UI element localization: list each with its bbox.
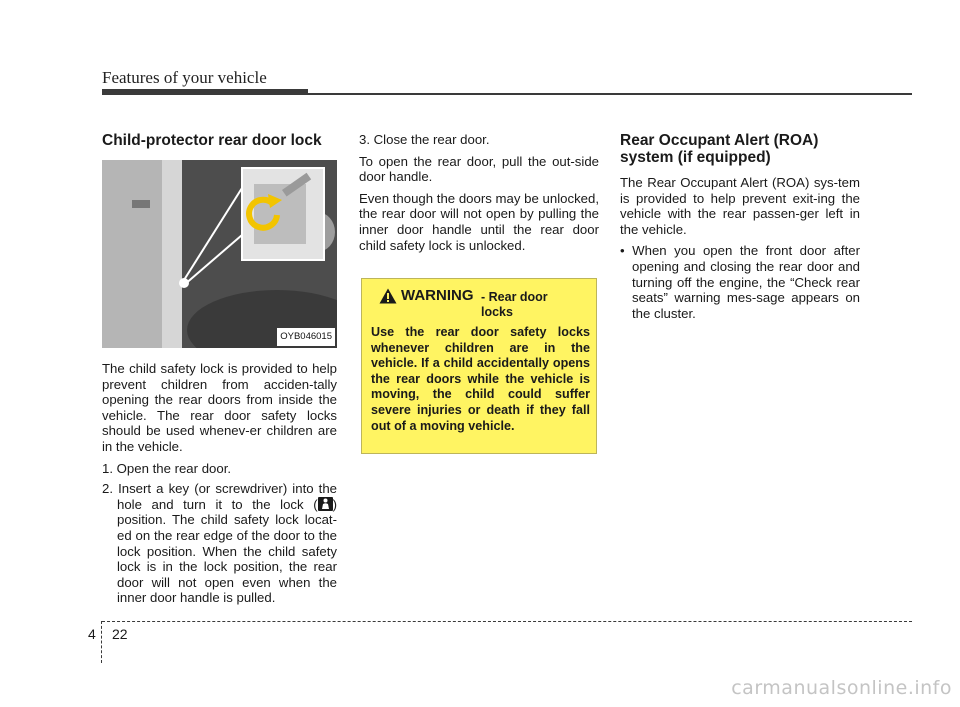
footer-dashed-divider	[101, 621, 102, 663]
step-3: 3. Close the rear door.	[359, 132, 490, 147]
column-left	[102, 132, 337, 611]
warning-subtitle: - Rear door locks	[481, 290, 548, 319]
column-middle	[359, 132, 599, 259]
warning-label: WARNING	[401, 287, 474, 304]
open-door-paragraph: To open the rear door, pull the out-side door handle.	[359, 153, 599, 185]
header-rule-thin	[308, 93, 912, 95]
child-lock-intro: The child safety lock is provided to help prevent children from acciden-tally opening the rear doors from inside the vehicle. The rear door safety locks should be used whenev-er children are in the vehicle.	[102, 361, 337, 454]
child-lock-icon	[318, 497, 333, 511]
section-heading-child-lock: Child-protector rear door lock	[102, 132, 322, 149]
step-2-text-b: ) position. The child safety lock locat-ed on the rear edge of the door to the lock position. When the child safety lock is in the lock position, the rear door will not open even when the inner door handle is pulled.	[117, 496, 337, 606]
door-lock-photo	[102, 160, 337, 348]
unlock-paragraph: Even though the doors may be unlocked, the rear door will not open by pulling the inner door handle until the rear door child safety lock is unlocked.	[359, 190, 599, 253]
footer-dashed-rule	[102, 621, 912, 622]
door-lock-illustration	[102, 160, 337, 348]
section-heading-roa: Rear Occupant Alert (ROA) system (if equipped)	[620, 132, 819, 166]
footer-chapter-number: 4	[88, 626, 96, 642]
column-right	[620, 132, 860, 321]
photo-reference-code: OYB046015	[277, 328, 335, 346]
step-2-text-a: 2. Insert a key (or screwdriver) into the hole and turn it to the lock (	[102, 481, 337, 512]
roa-paragraph: The Rear Occupant Alert (ROA) sys-tem is provided to help prevent exit-ing the vehicle with the rear passen-ger left in the vehicle.	[620, 175, 860, 237]
footer-page-number: 22	[112, 626, 128, 642]
warning-triangle-icon	[379, 288, 397, 304]
step-2	[102, 481, 337, 606]
watermark: carmanualsonline.info	[731, 677, 952, 699]
warning-body: Use the rear door safety locks whenever children are in the vehicle. If a child accidentally opens the rear doors while the vehicle is moving, the child could suffer severe injuries or death if they fall out of a moving vehicle.	[371, 325, 590, 433]
page-header-title: Features of your vehicle	[102, 68, 267, 87]
header-rule-thick	[102, 89, 308, 95]
roa-bullet: • When you open the front door after opening and closing the rear door and turning off the engine, the “Check rear seats” warning mes-sage appears on the cluster.	[620, 243, 860, 321]
step-1: 1. Open the rear door.	[102, 460, 232, 476]
warning-box	[361, 278, 597, 454]
